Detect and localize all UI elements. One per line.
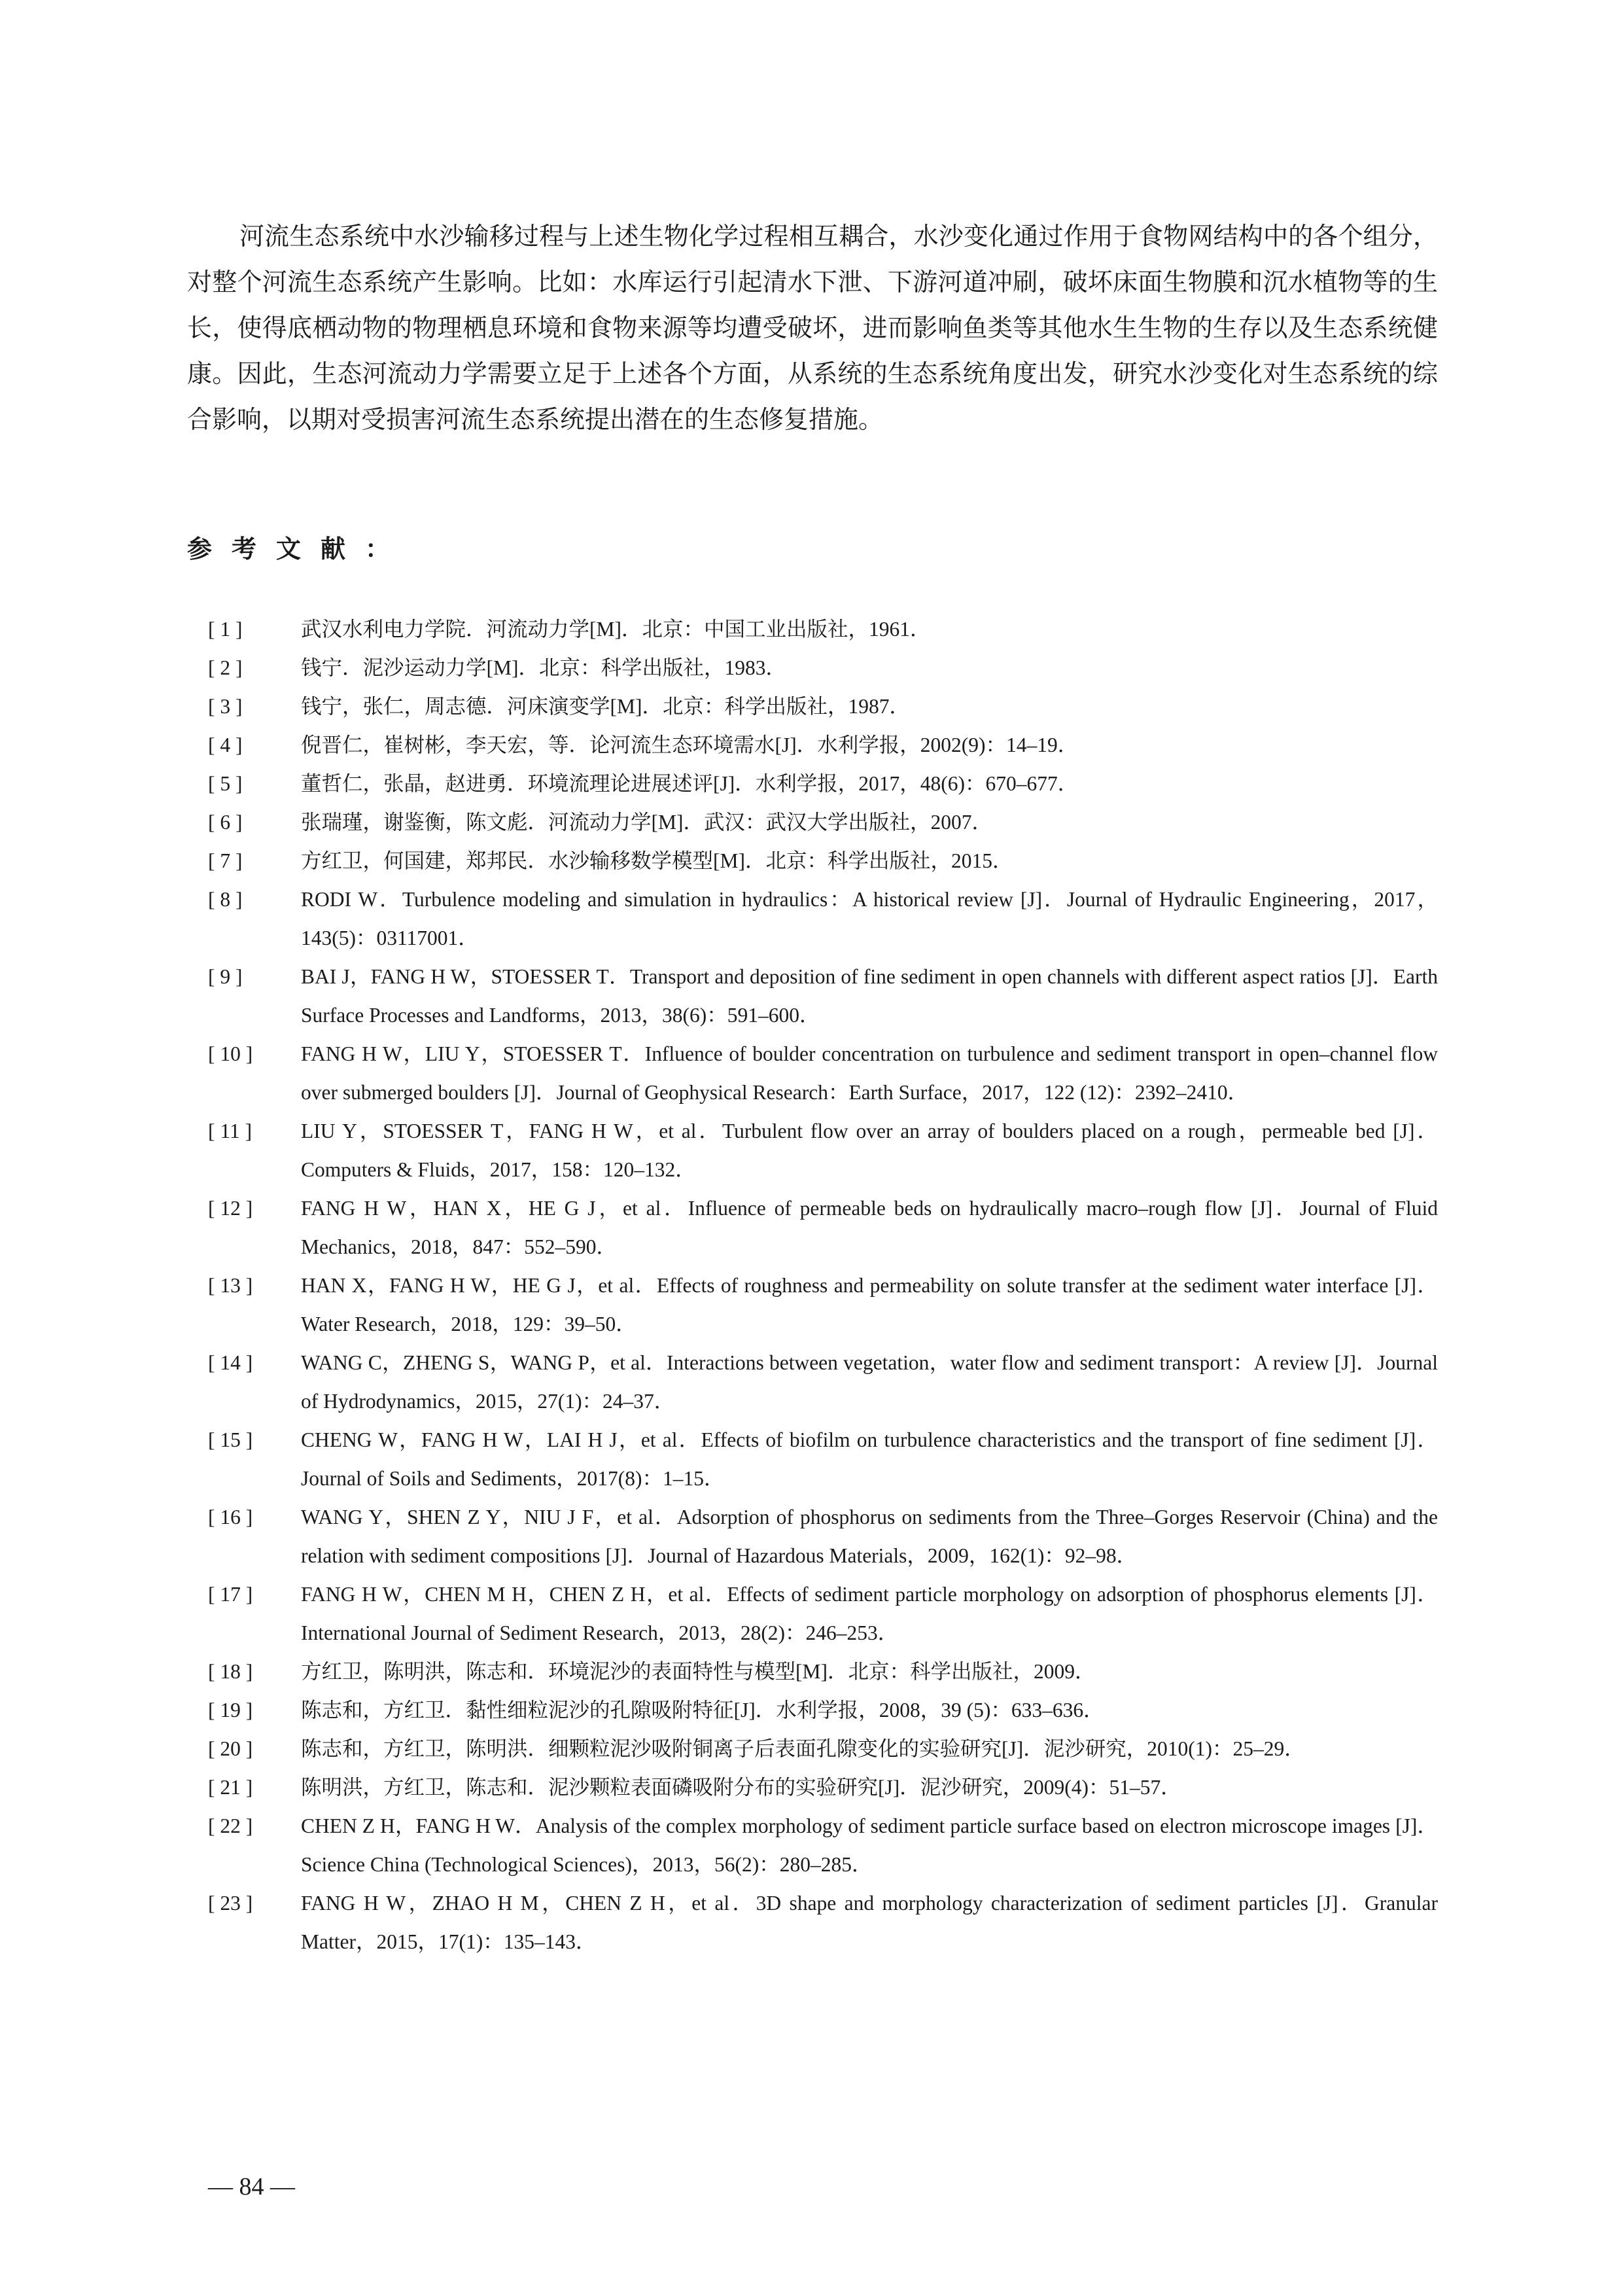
reference-number: [ 19 ] bbox=[208, 1699, 253, 1722]
reference-item bbox=[208, 648, 1438, 687]
reference-text: 倪晋仁，崔树彬，李天宏，等．论河流生态环境需水[J]．水利学报，2002(9)：14–19． bbox=[301, 733, 1079, 756]
reference-text: 董哲仁，张晶，赵进勇．环境流理论进展述评[J]．水利学报，2017，48(6)：670–677． bbox=[301, 772, 1079, 795]
reference-number: [ 22 ] bbox=[208, 1814, 253, 1837]
reference-text: HAN X，FANG H W，HE G J，et al．Effects of roughness and permeability on solute transfer at the sediment water interface [J]．Water Research，2018，129：39–50． bbox=[301, 1274, 1438, 1335]
reference-item bbox=[208, 764, 1438, 803]
reference-number: [ 3 ] bbox=[208, 695, 243, 718]
reference-text: 钱宁，张仁，周志德．河床演变学[M]．北京：科学出版社，1987． bbox=[301, 695, 910, 718]
reference-text: 陈志和，方红卫，陈明洪．细颗粒泥沙吸附铜离子后表面孔隙变化的实验研究[J]．泥沙研究，2010(1)：25–29． bbox=[301, 1737, 1305, 1760]
reference-item bbox=[208, 1768, 1438, 1807]
reference-text: CHEN Z H，FANG H W．Analysis of the complex morphology of sediment particle surface based on electron microscope images [J]．Science China (Technological Sciences)，2013，56(2)：280–285． bbox=[301, 1814, 1438, 1876]
reference-text: WANG Y，SHEN Z Y，NIU J F，et al．Adsorption of phosphorus on sediments from the Three–Gorges Reservoir (China) and the relation with sediment compositions [J]．Journal of Hazardous Materials，2009，162(1)：92–98． bbox=[301, 1506, 1438, 1567]
reference-number: [ 16 ] bbox=[208, 1506, 253, 1528]
reference-number: [ 12 ] bbox=[208, 1197, 253, 1220]
reference-item bbox=[208, 1034, 1438, 1112]
reference-number: [ 11 ] bbox=[208, 1120, 253, 1142]
reference-item bbox=[208, 1343, 1438, 1421]
reference-text: 方红卫，何国建，郑邦民．水沙输移数学模型[M]．北京：科学出版社，2015． bbox=[301, 849, 1013, 872]
reference-text: 钱宁．泥沙运动力学[M]．北京：科学出版社，1983． bbox=[301, 656, 786, 679]
reference-item bbox=[208, 610, 1438, 648]
reference-text: FANG H W，HAN X，HE G J，et al．Influence of permeable beds on hydraulically macro–rough flow [J]．Journal of Fluid Mechanics，2018，847：552–590． bbox=[301, 1197, 1438, 1258]
reference-item bbox=[208, 1498, 1438, 1575]
reference-item bbox=[208, 803, 1438, 841]
reference-text: LIU Y，STOESSER T，FANG H W，et al．Turbulent flow over an array of boulders placed on a rough，permeable bed [J]．Computers & Fluids，2017，158：120–132． bbox=[301, 1120, 1438, 1181]
references-list bbox=[208, 610, 1438, 1961]
reference-number: [ 13 ] bbox=[208, 1274, 253, 1297]
reference-number: [ 2 ] bbox=[208, 656, 243, 679]
reference-item bbox=[208, 726, 1438, 764]
reference-number: [ 6 ] bbox=[208, 811, 243, 834]
reference-number: [ 4 ] bbox=[208, 733, 243, 756]
reference-item bbox=[208, 687, 1438, 726]
reference-item bbox=[208, 1189, 1438, 1266]
reference-item bbox=[208, 1575, 1438, 1652]
reference-item bbox=[208, 1266, 1438, 1343]
reference-text: FANG H W，CHEN M H，CHEN Z H，et al．Effects of sediment particle morphology on adsorption of phosphorus elements [J]．International Journal of Sediment Research，2013，28(2)：246–253． bbox=[301, 1583, 1438, 1644]
reference-text: FANG H W，ZHAO H M，CHEN Z H，et al．3D shape and morphology characterization of sediment particles [J]．Granular Matter，2015，17(1)：135–143． bbox=[301, 1892, 1438, 1953]
reference-item bbox=[208, 1691, 1438, 1729]
reference-text: 陈志和，方红卫．黏性细粒泥沙的孔隙吸附特征[J]．水利学报，2008，39 (5)：633–636． bbox=[301, 1699, 1104, 1722]
reference-text: CHENG W，FANG H W，LAI H J，et al．Effects of biofilm on turbulence characteristics and the transport of fine sediment [J]．Journal of Soils and Sediments，2017(8)：1–15． bbox=[301, 1428, 1438, 1490]
reference-number: [ 10 ] bbox=[208, 1042, 253, 1065]
reference-number: [ 8 ] bbox=[208, 888, 243, 911]
reference-number: [ 21 ] bbox=[208, 1776, 253, 1799]
reference-number: [ 17 ] bbox=[208, 1583, 253, 1606]
page-number: — 84 — bbox=[208, 2173, 295, 2200]
references-heading: 参考文献： bbox=[187, 535, 410, 563]
body-paragraph: 河流生态系统中水沙输移过程与上述生物化学过程相互耦合，水沙变化通过作用于食物网结构中的各个组分，对整个河流生态系统产生影响。比如：水库运行引起清水下泄、下游河道冲刷，破坏床面生物膜和沉水植物等的生长，使得底栖动物的物理栖息环境和食物来源等均遭受破坏，进而影响鱼类等其他水生生物的生存以及生态系统健康。因此，生态河流动力学需要立足于上述各个方面，从系统的生态系统角度出发，研究水沙变化对生态系统的综合影响，以期对受损害河流生态系统提出潜在的生态修复措施。 bbox=[187, 222, 1438, 434]
reference-item bbox=[208, 1421, 1438, 1498]
reference-text: WANG C，ZHENG S，WANG P，et al．Interactions between vegetation，water flow and sediment transport：A review [J]．Journal of Hydrodynamics，2015，27(1)：24–37． bbox=[301, 1351, 1438, 1413]
reference-item bbox=[208, 1652, 1438, 1691]
reference-text: FANG H W，LIU Y，STOESSER T．Influence of boulder concentration on turbulence and sediment transport in open–channel flow over submerged boulders [J]．Journal of Geophysical Research：Earth Surface，2017，122 (12)：2392–2410． bbox=[301, 1042, 1438, 1104]
reference-number: [ 1 ] bbox=[208, 618, 243, 641]
reference-item bbox=[208, 1884, 1438, 1961]
reference-number: [ 15 ] bbox=[208, 1428, 253, 1451]
reference-number: [ 7 ] bbox=[208, 849, 243, 872]
reference-number: [ 23 ] bbox=[208, 1892, 253, 1915]
reference-item bbox=[208, 1729, 1438, 1768]
reference-text: 方红卫，陈明洪，陈志和．环境泥沙的表面特性与模型[M]．北京：科学出版社，2009． bbox=[301, 1660, 1096, 1683]
reference-text: 张瑞瑾，谢鉴衡，陈文彪．河流动力学[M]．武汉：武汉大学出版社，2007． bbox=[301, 811, 992, 834]
reference-text: RODI W．Turbulence modeling and simulation in hydraulics：A historical review [J]．Journal of Hydraulic Engineering，2017，143(5)：03117001． bbox=[301, 888, 1438, 949]
reference-text: 陈明洪，方红卫，陈志和．泥沙颗粒表面磷吸附分布的实验研究[J]．泥沙研究，2009(4)：51–57． bbox=[301, 1776, 1181, 1799]
reference-number: [ 9 ] bbox=[208, 965, 243, 988]
reference-text: 武汉水利电力学院．河流动力学[M]．北京：中国工业出版社，1961． bbox=[301, 618, 931, 641]
reference-item bbox=[208, 1807, 1438, 1884]
reference-number: [ 5 ] bbox=[208, 772, 243, 795]
reference-item bbox=[208, 841, 1438, 880]
reference-number: [ 20 ] bbox=[208, 1737, 253, 1760]
reference-item bbox=[208, 1112, 1438, 1189]
reference-number: [ 14 ] bbox=[208, 1351, 253, 1374]
reference-item bbox=[208, 880, 1438, 957]
reference-text: BAI J，FANG H W，STOESSER T．Transport and deposition of fine sediment in open channels with different aspect ratios [J]．Earth Surface Processes and Landforms，2013，38(6)：591–600． bbox=[301, 965, 1438, 1027]
reference-item bbox=[208, 957, 1438, 1034]
reference-number: [ 18 ] bbox=[208, 1660, 253, 1683]
